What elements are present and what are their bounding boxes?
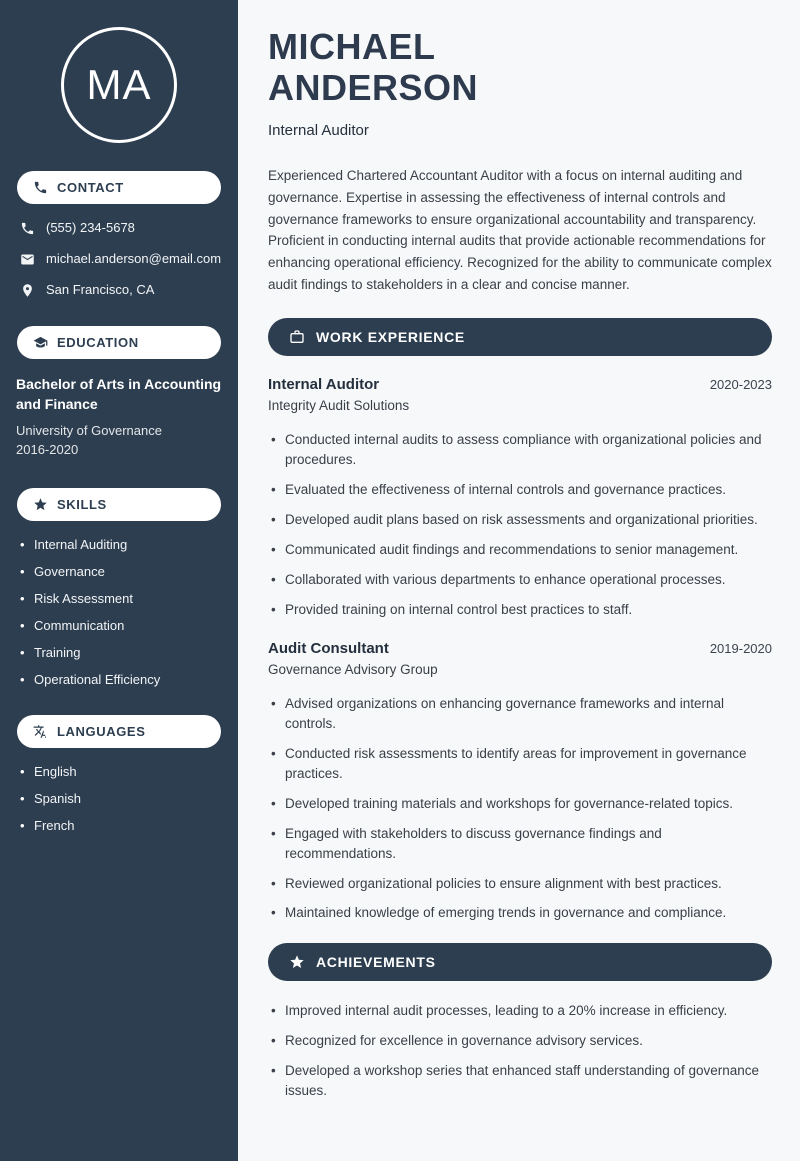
skill-item: • Communication [20, 618, 224, 633]
job-bullet: • Provided training on internal control best practices to staff. [268, 600, 772, 620]
job-header [268, 640, 772, 657]
work-experience-label: WORK EXPERIENCE [316, 328, 465, 345]
education-dates: 2016-2020 [16, 442, 79, 458]
languages-header-label: LANGUAGES [57, 723, 146, 739]
phone-value: (555) 234-5678 [46, 220, 135, 235]
star-icon [289, 954, 305, 970]
skills-list [0, 537, 238, 687]
languages-section-header [17, 715, 221, 748]
achievement-bullet: • Developed a workshop series that enhanced staff understanding of governance issues. [268, 1061, 772, 1101]
achievements-list [268, 1001, 772, 1101]
job-dates: 2019-2020 [709, 640, 772, 656]
language-item: • Spanish [20, 791, 224, 806]
job-bullet: • Engaged with stakeholders to discuss governance findings and recommendations. [268, 824, 772, 864]
achievement-bullet: • Recognized for excellence in governance advisory services. [268, 1031, 772, 1051]
job-company: Integrity Audit Solutions [268, 397, 410, 413]
skills-section-header [17, 488, 221, 521]
sidebar [0, 0, 238, 1161]
person-title: Internal Auditor [268, 121, 369, 139]
job-bullet: • Conducted internal audits to assess compliance with organizational policies and procedures. [268, 430, 772, 470]
language-item: • English [20, 764, 224, 779]
job-bullet: • Developed training materials and workshops for governance-related topics. [268, 794, 772, 814]
phone-icon [33, 180, 48, 195]
education-header-label: EDUCATION [57, 335, 139, 350]
skill-item: • Risk Assessment [20, 591, 224, 606]
contact-email [0, 251, 238, 267]
job-bullet-list [268, 430, 772, 620]
main-content [238, 0, 800, 1161]
job-entry [268, 640, 772, 924]
contact-phone [0, 220, 238, 236]
email-value: michael.anderson@email.com [46, 251, 222, 266]
contact-section-header [17, 171, 221, 204]
job-bullet-list [268, 694, 772, 924]
person-name [268, 26, 772, 109]
education-degree: Bachelor of Arts in Accounting and Finance [16, 376, 222, 412]
education-school: University of Governance [16, 423, 162, 439]
job-title: Audit Consultant [268, 639, 389, 657]
skill-item: • Operational Efficiency [20, 672, 224, 687]
languages-list [0, 764, 238, 833]
briefcase-icon [289, 329, 305, 345]
achievement-bullet: • Improved internal audit processes, leading to a 20% increase in efficiency. [268, 1001, 772, 1021]
job-title: Internal Auditor [268, 375, 380, 393]
education-section-header [17, 326, 221, 359]
translate-icon [33, 724, 48, 739]
skill-item: • Training [20, 645, 224, 660]
skill-item: • Governance [20, 564, 224, 579]
job-bullet: • Advised organizations on enhancing governance frameworks and internal controls. [268, 694, 772, 734]
avatar-initials: MA [86, 61, 152, 108]
skills-header-label: SKILLS [57, 496, 107, 512]
email-icon [20, 252, 35, 267]
name-line-1: MICHAEL [268, 26, 436, 67]
job-bullet: • Reviewed organizational policies to ensure alignment with best practices. [268, 874, 772, 894]
summary-paragraph: Experienced Chartered Accountant Auditor with a focus on internal auditing and governance. Expertise in assessing the effectiveness of internal controls and governance frameworks to ensure organizational accountability and transparency. Proficient in conducting internal audits that provide actionable recommendations for enhancing operational efficiency. Recognized for the ability to communicate complex audit findings to stakeholders in a clear and concise manner. [268, 167, 772, 293]
contact-location [0, 282, 238, 298]
job-company: Governance Advisory Group [268, 661, 438, 677]
avatar [61, 27, 177, 143]
job-bullet: • Communicated audit findings and recommendations to senior management. [268, 540, 772, 560]
phone-icon [20, 221, 35, 236]
location-value: San Francisco, CA [46, 282, 155, 297]
star-icon [33, 497, 48, 512]
achievements-label: ACHIEVEMENTS [316, 954, 436, 971]
skill-item: • Internal Auditing [20, 537, 224, 552]
name-line-2: ANDERSON [268, 67, 479, 109]
work-experience-header [268, 318, 772, 356]
achievements-header [268, 943, 772, 981]
job-bullet: • Developed audit plans based on risk assessments and organizational priorities. [268, 510, 772, 530]
job-entry [268, 376, 772, 620]
graduation-cap-icon [33, 335, 48, 350]
job-bullet: • Maintained knowledge of emerging trends in governance and compliance. [268, 903, 772, 923]
job-bullet: • Conducted risk assessments to identify areas for improvement in governance practices. [268, 744, 772, 784]
location-pin-icon [20, 283, 35, 298]
job-bullet: • Evaluated the effectiveness of internal controls and governance practices. [268, 480, 772, 500]
job-bullet: • Collaborated with various departments to enhance operational processes. [268, 570, 772, 590]
language-item: • French [20, 818, 224, 833]
job-header [268, 376, 772, 393]
job-dates: 2020-2023 [709, 376, 772, 392]
contact-header-label: CONTACT [57, 180, 124, 195]
